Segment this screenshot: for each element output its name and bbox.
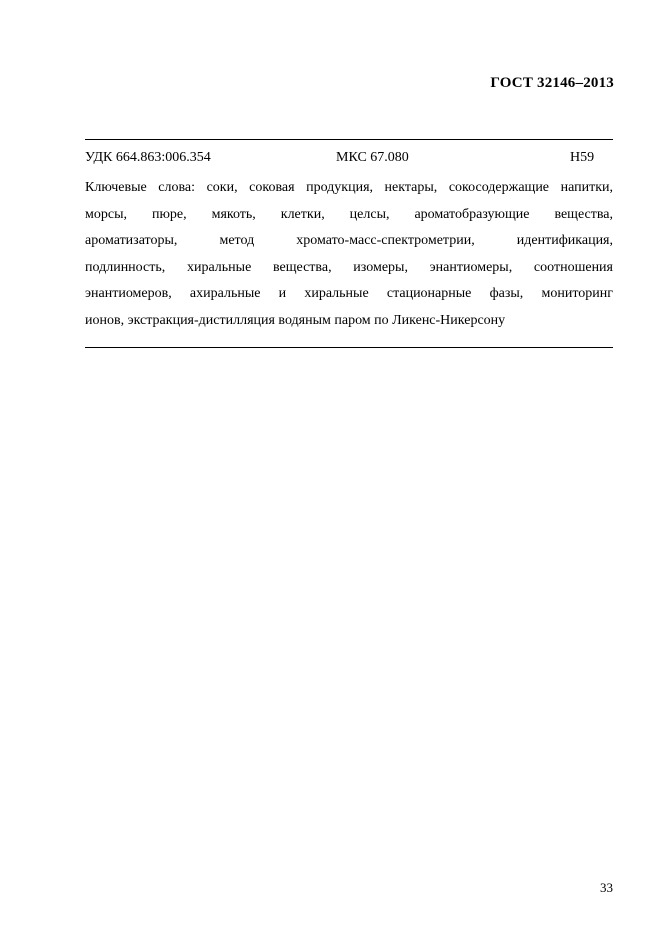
keywords-line: ионов, экстракция-дистилляция водяным паром по Ликенс-Никерсону: [85, 312, 506, 328]
classification-codes: [85, 150, 613, 168]
keywords-block: [85, 175, 613, 334]
document-header: ГОСТ 32146–2013: [490, 75, 614, 91]
mks-code: МКС 67.080: [336, 150, 409, 165]
udk-code: УДК 664.863:006.354: [85, 150, 211, 165]
keywords-line: подлинность, хиральные вещества, изомеры, энантиомеры, соотношения: [85, 259, 613, 275]
keywords-line: Ключевые слова: соки, соковая продукция, нектары, сокосодержащие напитки,: [85, 180, 613, 195]
keywords-line: ароматизаторы, метод хромато-масс-спектрометрии, идентификация,: [85, 233, 613, 248]
top-divider: [85, 139, 613, 140]
keywords-line: энантиомеров, ахиральные и хиральные стационарные фазы, мониторинг: [85, 286, 613, 301]
keywords-line: морсы, пюре, мякоть, клетки, целсы, ароматобразующие вещества,: [85, 206, 613, 222]
page-number: 33: [600, 880, 613, 895]
bottom-divider: [85, 347, 613, 348]
group-code: Н59: [570, 150, 595, 165]
